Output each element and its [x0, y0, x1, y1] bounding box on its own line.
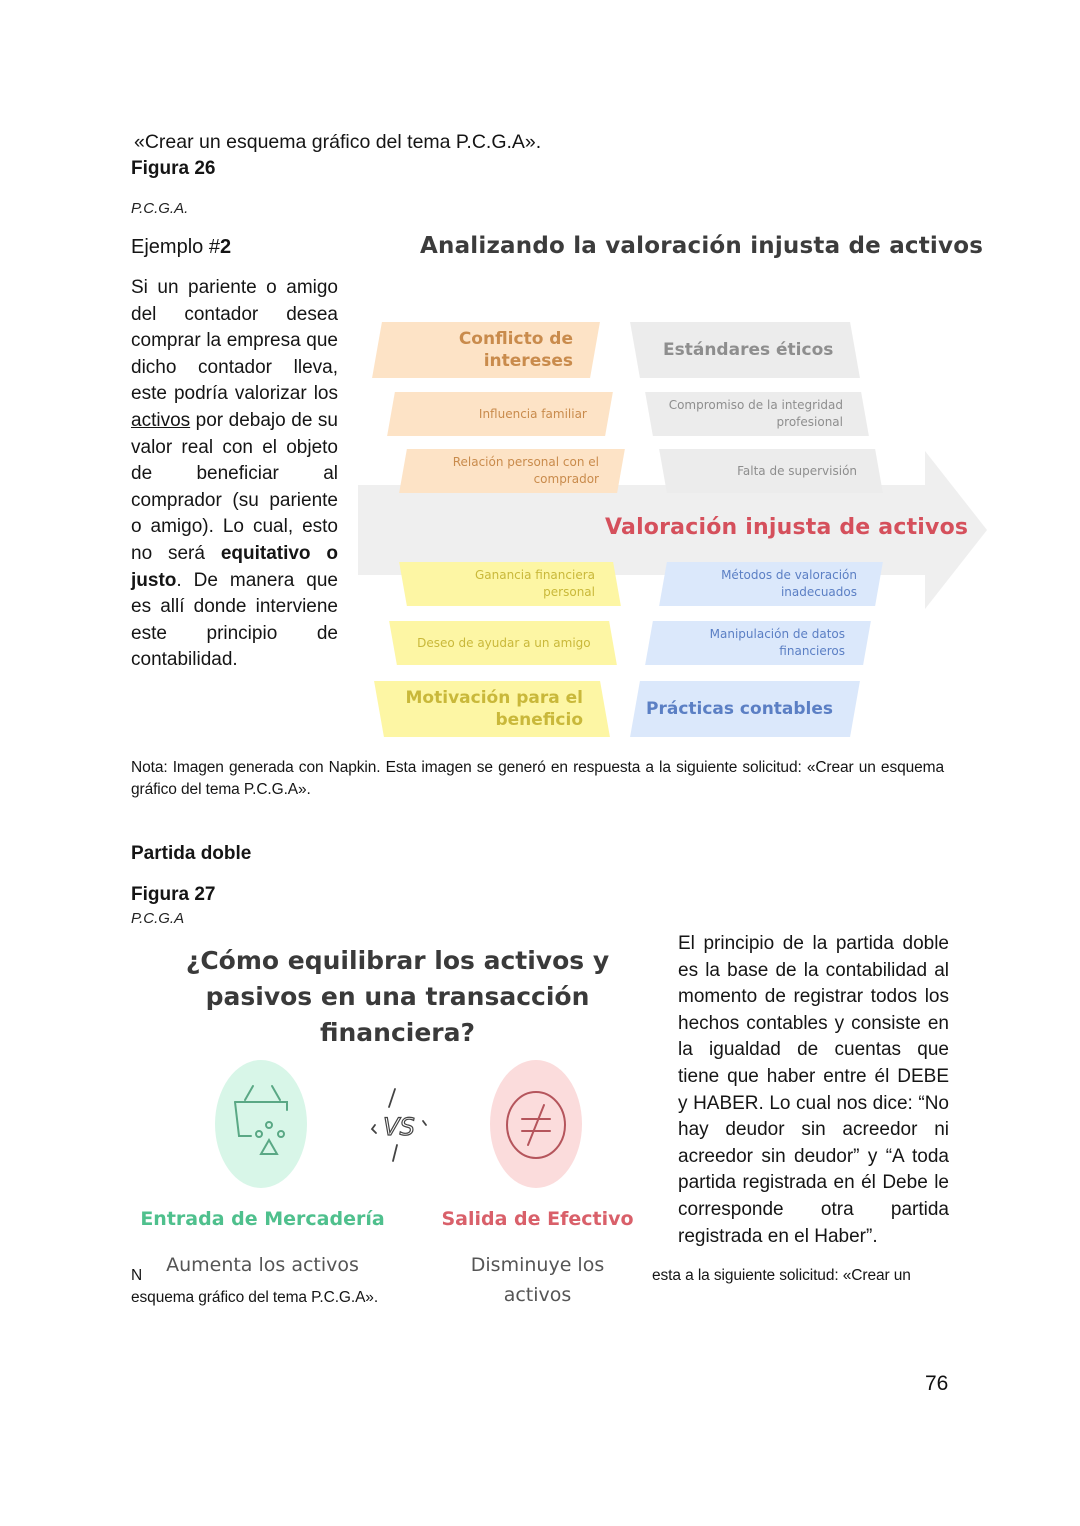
paragraph-text: . De manera que es allí donde interviene este principio de contabilidad. [131, 569, 338, 671]
left-label: Entrada de Mercadería [140, 1208, 385, 1230]
figure-27-diagram [135, 935, 660, 1285]
paragraph-text: por debajo de su valor real con el objeto de beneficiar al comprador (su pariente o amigo). Lo cual, esto no será [131, 409, 338, 564]
activos-link[interactable]: activos [131, 409, 191, 431]
tile-relacion-personal: Relación personal con el comprador [399, 449, 625, 493]
figure-26-note: Nota: Imagen generada con Napkin. Esta imagen se generó en respuesta a la siguiente solicitud: «Crear un esquema gráfico del tema P.C.G.A». [131, 759, 944, 798]
figure-27-label: Figura 27 [131, 884, 216, 905]
left-sublabel: Aumenta los activos [165, 1250, 360, 1280]
example-heading-number: 2 [219, 236, 232, 258]
tile-motivacion-beneficio: Motivación para el beneficio [374, 681, 610, 737]
right-sublabel: Disminuye los activos [440, 1250, 635, 1280]
figure-27-subtitle: P.C.G.A [131, 910, 185, 927]
figure-27-note-end: esta a la siguiente solicitud: «Crear un [652, 1267, 911, 1284]
tile-influencia-familiar: Influencia familiar [387, 392, 613, 436]
basket-icon [227, 1080, 297, 1170]
example-heading-prefix: Ejemplo # [131, 236, 220, 258]
vs-icon [369, 1085, 429, 1165]
diagram-title: ¿Cómo equilibrar los activos y pasivos en una transacción financiera? [185, 946, 610, 1047]
right-label: Salida de Efectivo [441, 1208, 634, 1230]
example-paragraph [131, 275, 338, 674]
tile-estandares-eticos: Estándares éticos [630, 322, 860, 378]
figure-27-note-line2: esquema gráfico del tema P.C.G.A». [131, 1289, 379, 1306]
example-heading [131, 234, 231, 261]
figure-26-label: Figura 26 [131, 158, 216, 179]
tile-conflicto-intereses: Conflicto de intereses [372, 322, 600, 378]
tile-manipulacion-datos: Manipulación de datos financieros [645, 621, 871, 665]
tile-practicas-contables: Prácticas contables [630, 681, 860, 737]
tile-ganancia-financiera: Ganancia financiera personal [399, 562, 621, 606]
section-heading: Partida doble [131, 843, 252, 864]
paragraph-text: Si un pariente o amigo del contador desea comprar la empresa que dicho contador lleva, este podría valorizar los [131, 277, 338, 405]
page-number: 76 [925, 1372, 949, 1395]
not-equal-icon [500, 1085, 572, 1165]
figure-26-subtitle: P.C.G.A. [131, 200, 189, 217]
figure-27-note-start: N [131, 1267, 143, 1284]
figure-26-diagram [355, 225, 990, 745]
center-label: Valoración injusta de activos [605, 515, 969, 540]
tile-deseo-ayudar: Deseo de ayudar a un amigo [389, 621, 617, 665]
paragraph-bold: equitativo o justo [131, 542, 339, 591]
partida-doble-paragraph: El principio de la partida doble es la base de la contabilidad al momento de registrar todos los hechos contables y consiste en la igualdad de cuentas que tiene que haber entre él DEBE y HABER. Lo cual nos dice: “No hay deudor sin acreedor ni acreedor sin deudor” y “A toda partida registrada en él Debe le corresponde otra partida registrada en el Haber”. [678, 933, 949, 1247]
diagram-title: Analizando la valoración injusta de activos [420, 233, 984, 259]
tile-falta-supervision: Falta de supervisión [659, 449, 883, 493]
top-quote: «Crear un esquema gráfico del tema P.C.G.A». [134, 131, 542, 153]
tile-metodos-valoracion: Métodos de valoración inadecuados [659, 562, 883, 606]
tile-compromiso-integridad: Compromiso de la integridad profesional [645, 392, 869, 436]
svg-text:VS: VS [383, 1113, 415, 1141]
